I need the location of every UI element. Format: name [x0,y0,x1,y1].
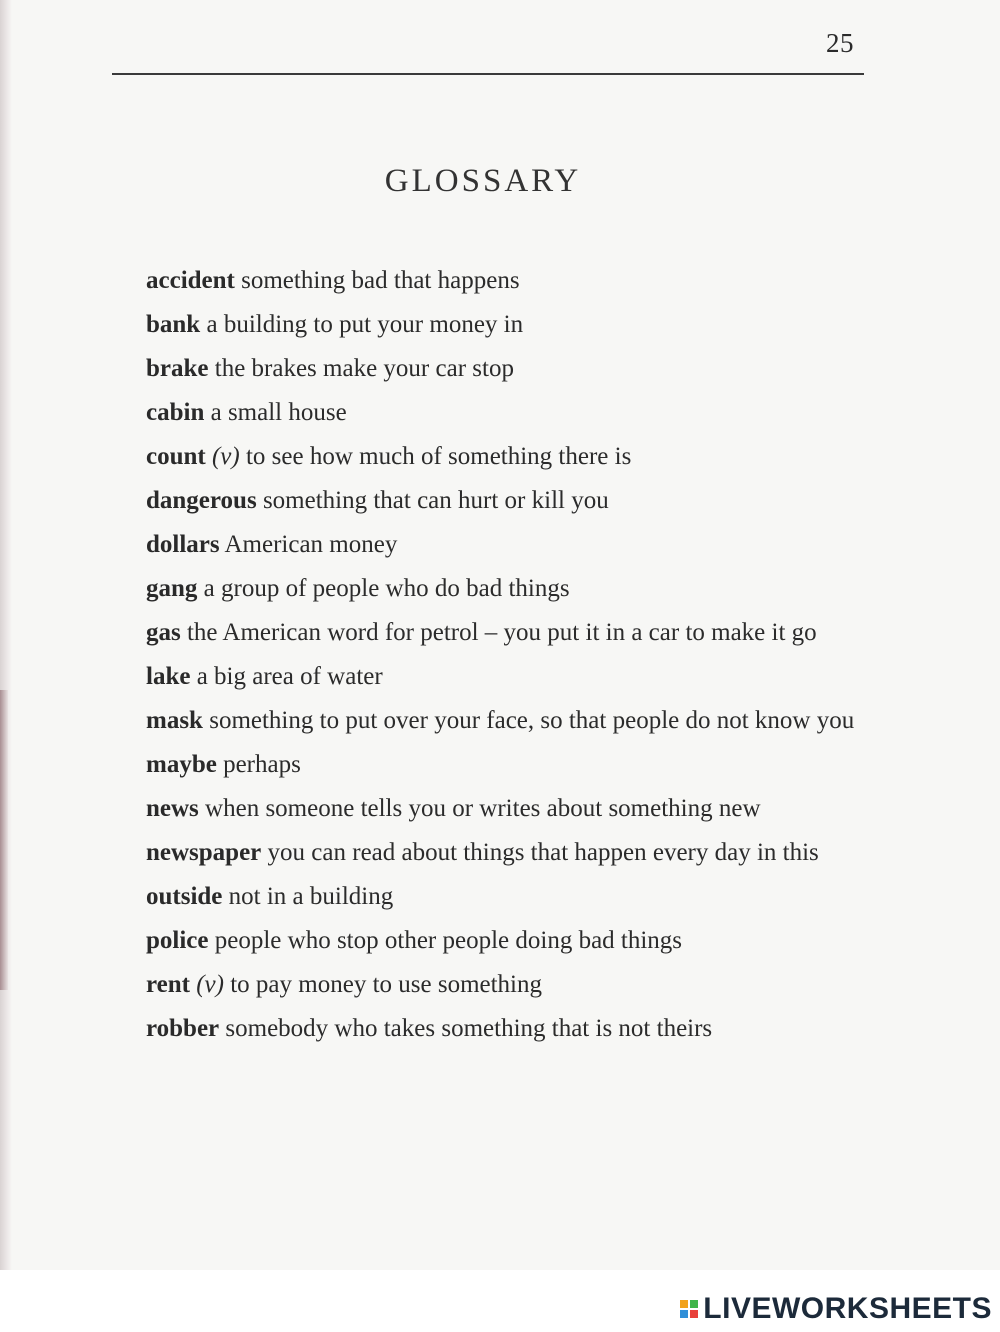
glossary-entry [146,1007,876,1051]
glossary-list [146,259,876,1051]
glossary-definition: not in a building [228,883,394,910]
liveworksheets-logo[interactable] [680,1292,992,1326]
logo-square-4 [690,1310,698,1318]
glossary-term: gang [146,575,198,602]
glossary-term: lake [146,663,191,690]
glossary-term: cabin [146,399,205,426]
glossary-term: dollars [146,531,220,558]
glossary-term: outside [146,883,223,910]
glossary-term: bank [146,311,201,338]
glossary-entry [146,391,876,435]
liveworksheets-logo-icon [680,1300,698,1318]
glossary-term: newspaper [146,839,262,866]
glossary-definition: a big area of water [196,663,383,690]
glossary-entry [146,523,876,567]
glossary-definition: something that can hurt or kill you [262,487,609,514]
glossary-entry [146,567,876,611]
glossary-entry [146,919,876,963]
glossary-entry [146,875,876,919]
glossary-definition: to see how much of something there is [245,443,632,470]
glossary-entry [146,611,876,655]
glossary-term: accident [146,267,235,294]
logo-text: LIVEWORKSHEETS [703,1292,992,1325]
glossary-definition: you can read about things that happen every day in this [267,839,819,866]
glossary-definition: perhaps [223,751,301,778]
glossary-entry [146,963,876,1007]
glossary-definition: the American word for petrol – you put it in a car to make it go [186,619,817,646]
glossary-entry [146,259,876,303]
glossary-entry [146,347,876,391]
glossary-entry [146,435,876,479]
glossary-part-of-speech: (v) [196,971,224,998]
glossary-term: brake [146,355,209,382]
glossary-definition: the brakes make your car stop [214,355,514,382]
glossary-entry [146,787,876,831]
glossary-definition: a building to put your money in [206,311,524,338]
glossary-definition: when someone tells you or writes about something new [205,795,761,822]
glossary-term: mask [146,707,203,734]
glossary-definition: something to put over your face, so that people do not know you [209,707,855,734]
logo-square-2 [690,1300,698,1308]
glossary-term: dangerous [146,487,257,514]
glossary-entry [146,743,876,787]
glossary-definition: somebody who takes something that is not theirs [225,1015,713,1042]
glossary-entry [146,655,876,699]
footer [0,1270,1000,1332]
header-rule [112,73,864,75]
glossary-term: maybe [146,751,217,778]
page-edge-mark [0,690,8,990]
glossary-entry [146,831,876,875]
glossary-term: news [146,795,199,822]
logo-square-1 [680,1300,688,1308]
glossary-definition: people who stop other people doing bad things [214,927,683,954]
glossary-definition: a small house [210,399,347,426]
glossary-entry [146,699,876,743]
glossary-definition: a group of people who do bad things [203,575,570,602]
glossary-part-of-speech: (v) [211,443,240,470]
glossary-term: count [146,443,206,470]
glossary-term: police [146,927,209,954]
page-title: GLOSSARY [384,163,582,199]
glossary-term: rent [146,971,190,998]
glossary-definition: something bad that happens [241,267,520,294]
glossary-term: robber [146,1015,220,1042]
glossary-entry [146,303,876,347]
glossary-term: gas [146,619,181,646]
page-number: 25 [826,28,854,58]
glossary-definition: to pay money to use something [230,971,543,998]
glossary-definition: American money [224,531,398,558]
glossary-entry [146,479,876,523]
logo-square-3 [680,1310,688,1318]
